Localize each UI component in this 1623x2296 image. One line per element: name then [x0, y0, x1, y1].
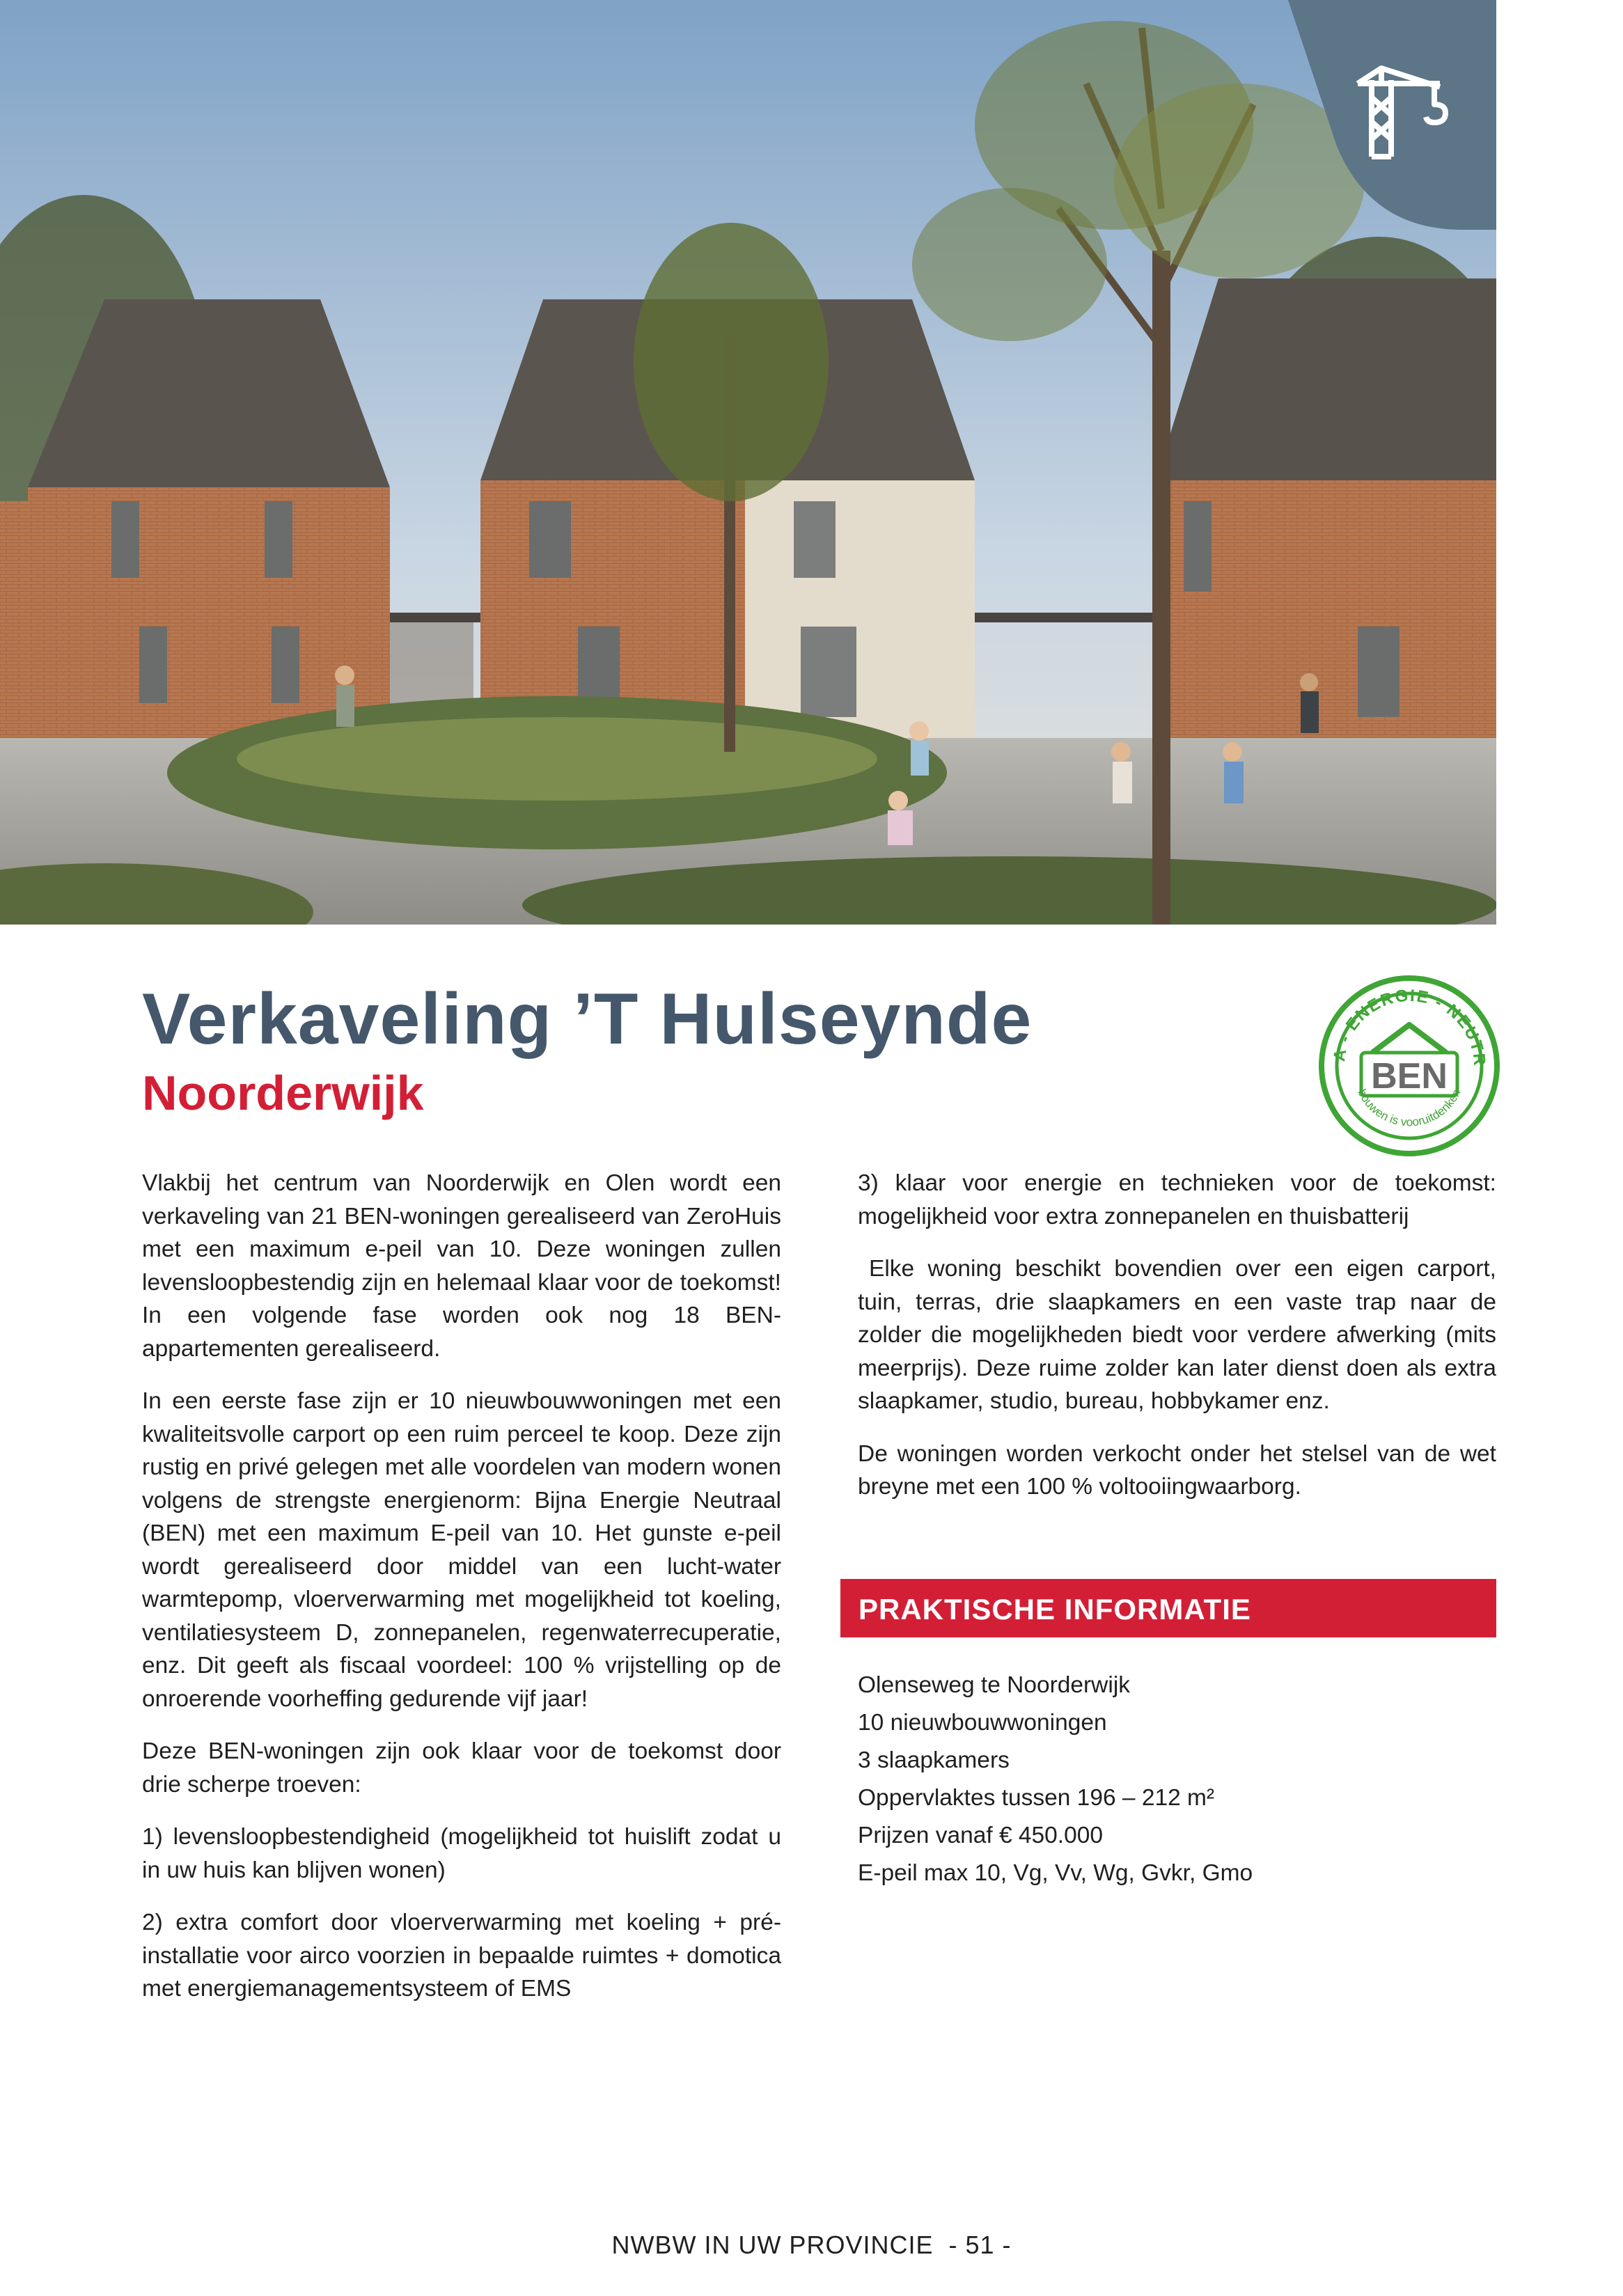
- paragraph: Elke woning beschikt bovendien over een eigen carport, tuin, terras, drie slaapkamers en een vaste trap naar de zolder die mogelijkheden biedt voor verdere afwerking (mits meerprijs). Deze ruime zolder kan later dienst doen als extra slaapkamer, studio, bureau, hobbykamer enz.: [858, 1256, 1496, 1414]
- page-subtitle: Noorderwijk: [142, 1066, 424, 1120]
- practical-info-header: [840, 1579, 1496, 1637]
- paragraph: 3) klaar voor energie en technieken voor de toekomst: mogelijkheid voor extra zonnepanelen en thuisbatterij: [858, 1170, 1496, 1229]
- list-item: Olenseweg te Noorderwijk: [858, 1672, 1131, 1698]
- practical-info-title: PRAKTISCHE INFORMATIE: [858, 1593, 1251, 1626]
- paragraph: 1) levensloopbestendigheid (mogelijkheid tot huislift zodat u in uw huis kan blijven wonen): [142, 1824, 781, 1883]
- paragraph: Deze BEN-woningen zijn ook klaar voor de toekomst door drie scherpe troeven:: [142, 1738, 781, 1798]
- paragraph: 2) extra comfort door vloerverwarming met koeling + pré-installatie voor airco voorzien in bepaalde ruimtes + domotica met energiemanagementsysteem of EMS: [142, 1910, 781, 2002]
- paragraph: Vlakbij het centrum van Noorderwijk en Olen wordt een verkaveling van 21 BEN-woningen gerealiseerd van ZeroHuis met een maximum e-peil van 10. Deze woningen zullen levensloopbestendig zijn en helemaal klaar voor de toekomst! In een volgende fase worden ook nog 18 BEN-appartementen gerealiseerd.: [142, 1170, 781, 1362]
- paragraph: In een eerste fase zijn er 10 nieuwbouwwoningen met een kwaliteitsvolle carport op een ruim perceel te koop. Deze zijn rustig en privé gelegen met alle voordelen van modern wonen volgens de strengste energienorm: Bijna Energie Neutraal (BEN) met een maximum E-peil van 10. Het gunste e-peil wordt gerealiseerd door middel van een lucht-water warmtepomp, vloerverwarming met mogelijkheid tot koeling, ventilatiesysteem D, zonnepanelen, regenwaterrecuperatie, enz. Dit geeft als fiscaal voordeel: 100 % vrijstelling op de onroerende voorheffing gedurende vijf jaar!: [142, 1388, 781, 1712]
- hero-image: [0, 0, 1496, 925]
- list-item: 10 nieuwbouwwoningen: [858, 1710, 1107, 1736]
- page-title: Verkaveling ’T Hulseynde: [142, 979, 1033, 1060]
- practical-info-list: [858, 1667, 1253, 1892]
- page-footer: NWBW IN UW PROVINCIE - 51 -: [611, 2231, 1012, 2259]
- list-item: 3 slaapkamers: [858, 1747, 1010, 1773]
- left-column: [142, 1167, 781, 2025]
- paragraph: De woningen worden verkocht onder het stelsel van de wet breyne met een 100 % voltooiingwaarborg.: [858, 1440, 1496, 1500]
- ben-tagline: bouwen is vooruitdenken: [1355, 1087, 1464, 1129]
- ben-logo: [1318, 975, 1500, 1157]
- ben-center-text: BEN: [1371, 1056, 1448, 1096]
- ben-arc-text: A - ENERGIE - NEUTR: [1329, 986, 1489, 1068]
- list-item: Prijzen vanaf € 450.000: [858, 1823, 1103, 1848]
- corner-badge: [1288, 0, 1496, 230]
- list-item: Oppervlaktes tussen 196 – 212 m²: [858, 1785, 1215, 1811]
- list-item: E-peil max 10, Vg, Vv, Wg, Gvkr, Gmo: [858, 1860, 1253, 1886]
- right-column: [858, 1167, 1496, 1523]
